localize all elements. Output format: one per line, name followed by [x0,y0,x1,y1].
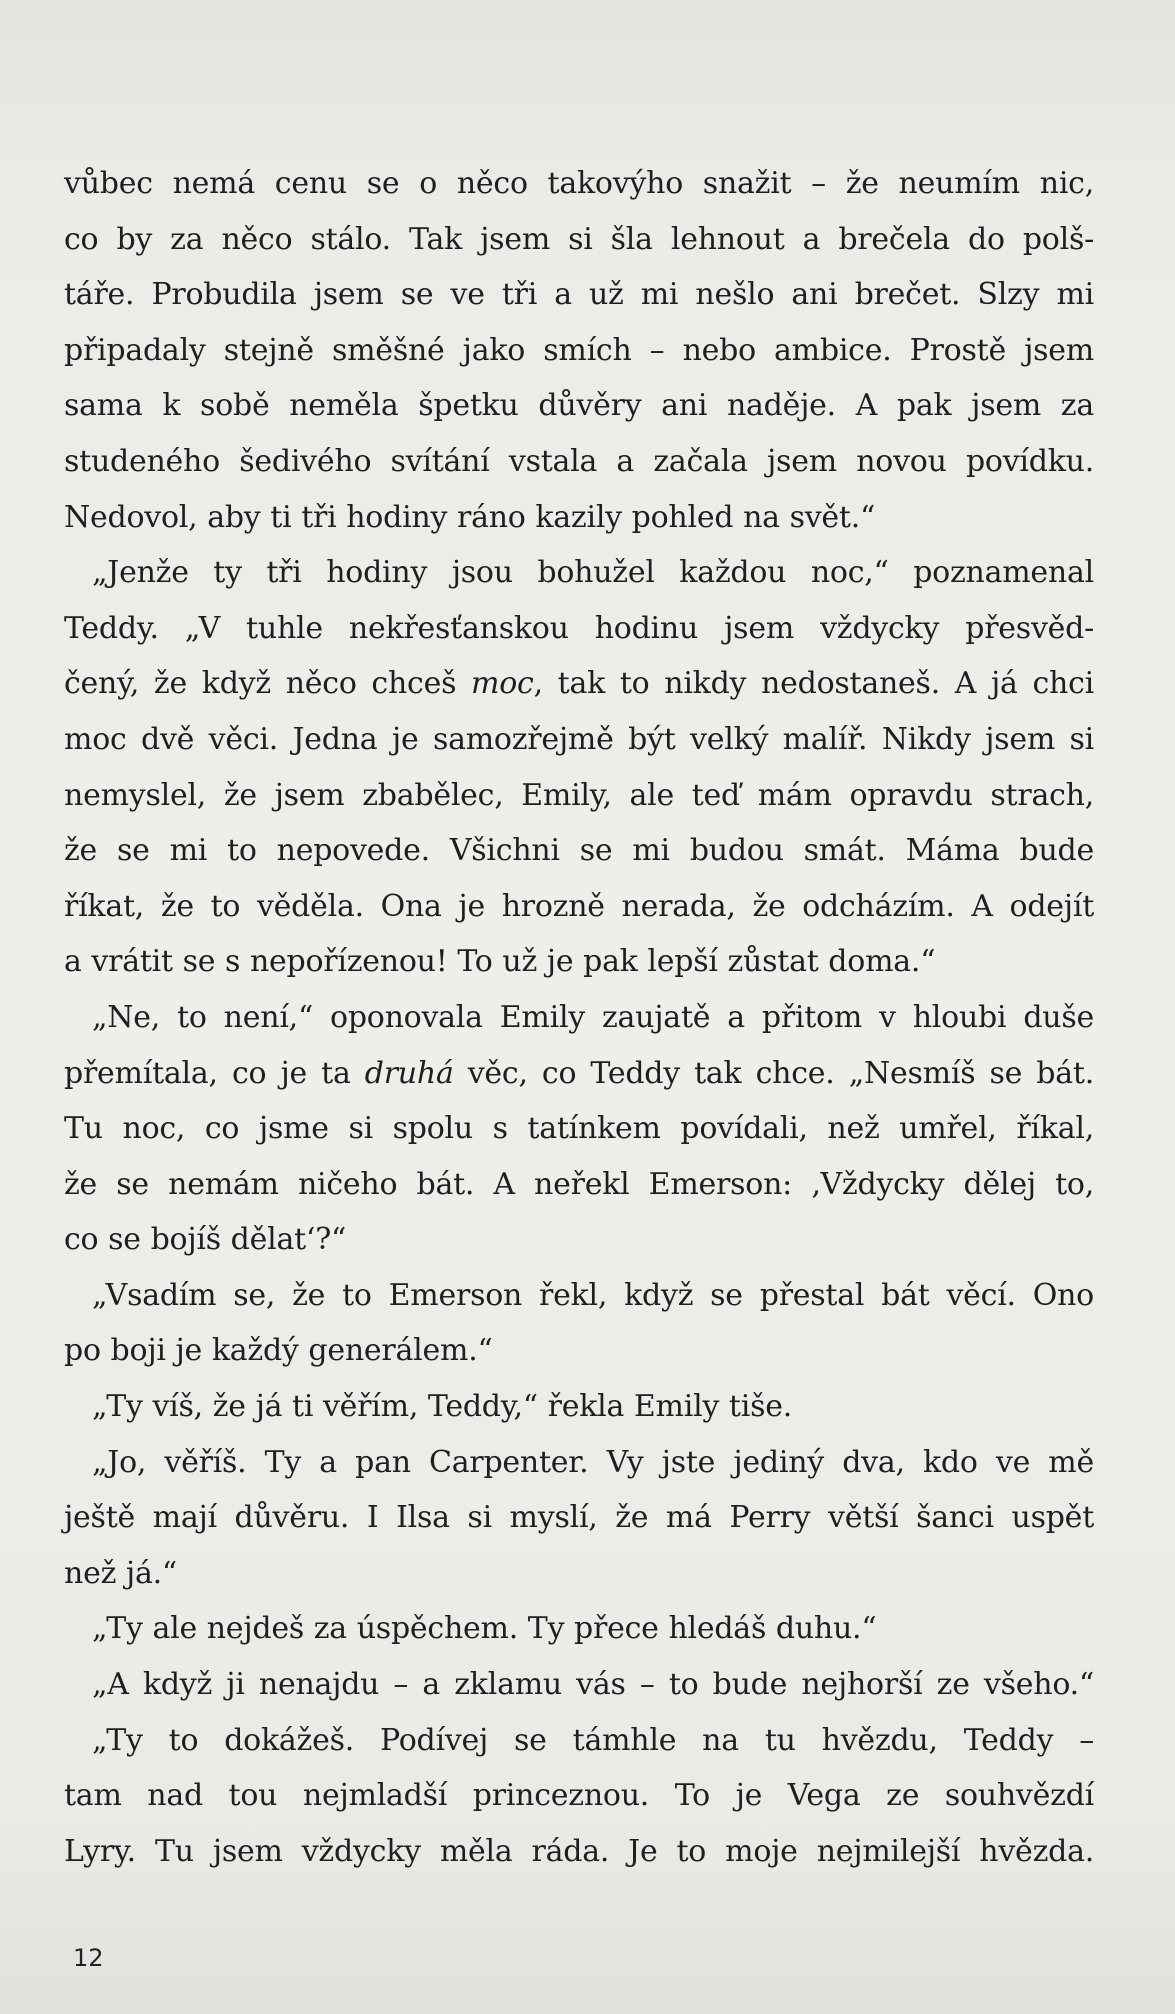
text-line [64,490,1094,546]
text-segment: „Ty ale nejdeš za úspěchem. Ty přece hledáš duhu.“ [92,1611,877,1647]
body-text [64,156,1094,1879]
text-line [64,712,1094,768]
italic-text: druhá [364,1055,454,1091]
text-line [64,212,1094,268]
text-segment: sama k sobě neměla špetku důvěry ani naděje. A pak jsem za [64,388,1094,424]
text-line [64,1379,1094,1435]
text-line [64,601,1094,657]
text-segment: než já.“ [64,1555,177,1591]
text-segment: připadaly stejně směšné jako smích – nebo ambice. Prostě jsem [64,332,1094,368]
text-line [64,1713,1094,1769]
text-segment: a vrátit se s nepořízenou! To už je pak lepší zůstat doma.“ [64,944,936,980]
text-segment: studeného šedivého svítání vstala a začala jsem novou povídku. [64,443,1094,479]
text-line [64,823,1094,879]
text-segment: , tak to nikdy nedostaneš. A já chci [533,666,1094,702]
text-line [64,1435,1094,1491]
text-segment: Teddy. „V tuhle nekřesťanskou hodinu jsem vždycky přesvěd- [64,610,1094,646]
text-line [64,378,1094,434]
text-segment: „Jenže ty tři hodiny jsou bohužel každou noc,“ poznamenal [92,555,1094,591]
text-segment: Tu noc, co jsme si spolu s tatínkem povídali, než umřel, říkal, [64,1111,1094,1147]
text-segment: ještě mají důvěru. I Ilsa si myslí, že má Perry větší šanci uspět [64,1500,1094,1536]
text-segment: věc, co Teddy tak chce. „Nesmíš se bát. [453,1055,1094,1091]
text-line [64,1212,1094,1268]
text-line [64,323,1094,379]
text-segment: Lyry. Tu jsem vždycky měla ráda. Je to moje nejmilejší hvězda. [64,1833,1094,1869]
text-line [64,1157,1094,1213]
text-segment: „Ty to dokážeš. Podívej se támhle na tu hvězdu, Teddy – [92,1722,1094,1758]
text-line [64,545,1094,601]
text-line [64,1046,1094,1102]
text-line [64,156,1094,212]
text-line [64,1546,1094,1602]
text-segment: „Jo, věříš. Ty a pan Carpenter. Vy jste jediný dva, kdo ve mě [92,1444,1094,1480]
text-segment: že se nemám ničeho bát. A neřekl Emerson: ‚Vždycky dělej to, [64,1166,1094,1202]
text-line [64,1490,1094,1546]
text-segment: táře. Probudila jsem se ve tři a už mi nešlo ani brečet. Slzy mi [64,277,1094,313]
italic-text: moc [471,666,534,702]
text-line [64,879,1094,935]
text-line [64,934,1094,990]
text-line [64,267,1094,323]
text-segment: čený, že když něco chceš [64,666,472,702]
text-segment: Nedovol, aby ti tři hodiny ráno kazily pohled na svět.“ [64,499,876,535]
text-line [64,434,1094,490]
text-segment: přemítala, co je ta [64,1055,365,1091]
text-line [64,1657,1094,1713]
text-line [64,1323,1094,1379]
text-segment: co by za něco stálo. Tak jsem si šla lehnout a brečela do polš- [64,221,1094,257]
text-segment: „Ty víš, že já ti věřím, Teddy,“ řekla Emily tiše. [92,1389,793,1425]
text-segment: že se mi to nepovede. Všichni se mi budou smát. Máma bude [64,833,1094,869]
text-line [64,1601,1094,1657]
text-segment: tam nad tou nejmladší princeznou. To je Vega ze souhvězdí [64,1778,1094,1814]
text-segment: „Vsadím se, že to Emerson řekl, když se přestal bát věcí. Ono [92,1277,1094,1313]
text-line [64,1824,1094,1880]
text-line [64,768,1094,824]
text-line [64,1101,1094,1157]
text-segment: říkat, že to věděla. Ona je hrozně nerada, že odcházím. A odejít [64,888,1094,924]
text-segment: moc dvě věci. Jedna je samozřejmě být velký malíř. Nikdy jsem si [64,721,1094,757]
page-number: 12 [73,1944,104,1972]
text-segment: „A když ji nenajdu – a zklamu vás – to bude nejhorší ze všeho.“ [92,1667,1094,1703]
text-line [64,1768,1094,1824]
text-segment: po boji je každý generálem.“ [64,1333,493,1369]
text-line [64,990,1094,1046]
text-segment: nemyslel, že jsem zbabělec, Emily, ale teď mám opravdu strach, [64,777,1094,813]
text-line [64,1268,1094,1324]
text-segment: co se bojíš dělat‘?“ [64,1222,347,1258]
text-segment: vůbec nemá cenu se o něco takovýho snažit – že neumím nic, [64,166,1094,201]
text-segment: „Ne, to není,“ oponovala Emily zaujatě a přitom v hloubi duše [92,999,1094,1035]
text-line [64,656,1094,712]
